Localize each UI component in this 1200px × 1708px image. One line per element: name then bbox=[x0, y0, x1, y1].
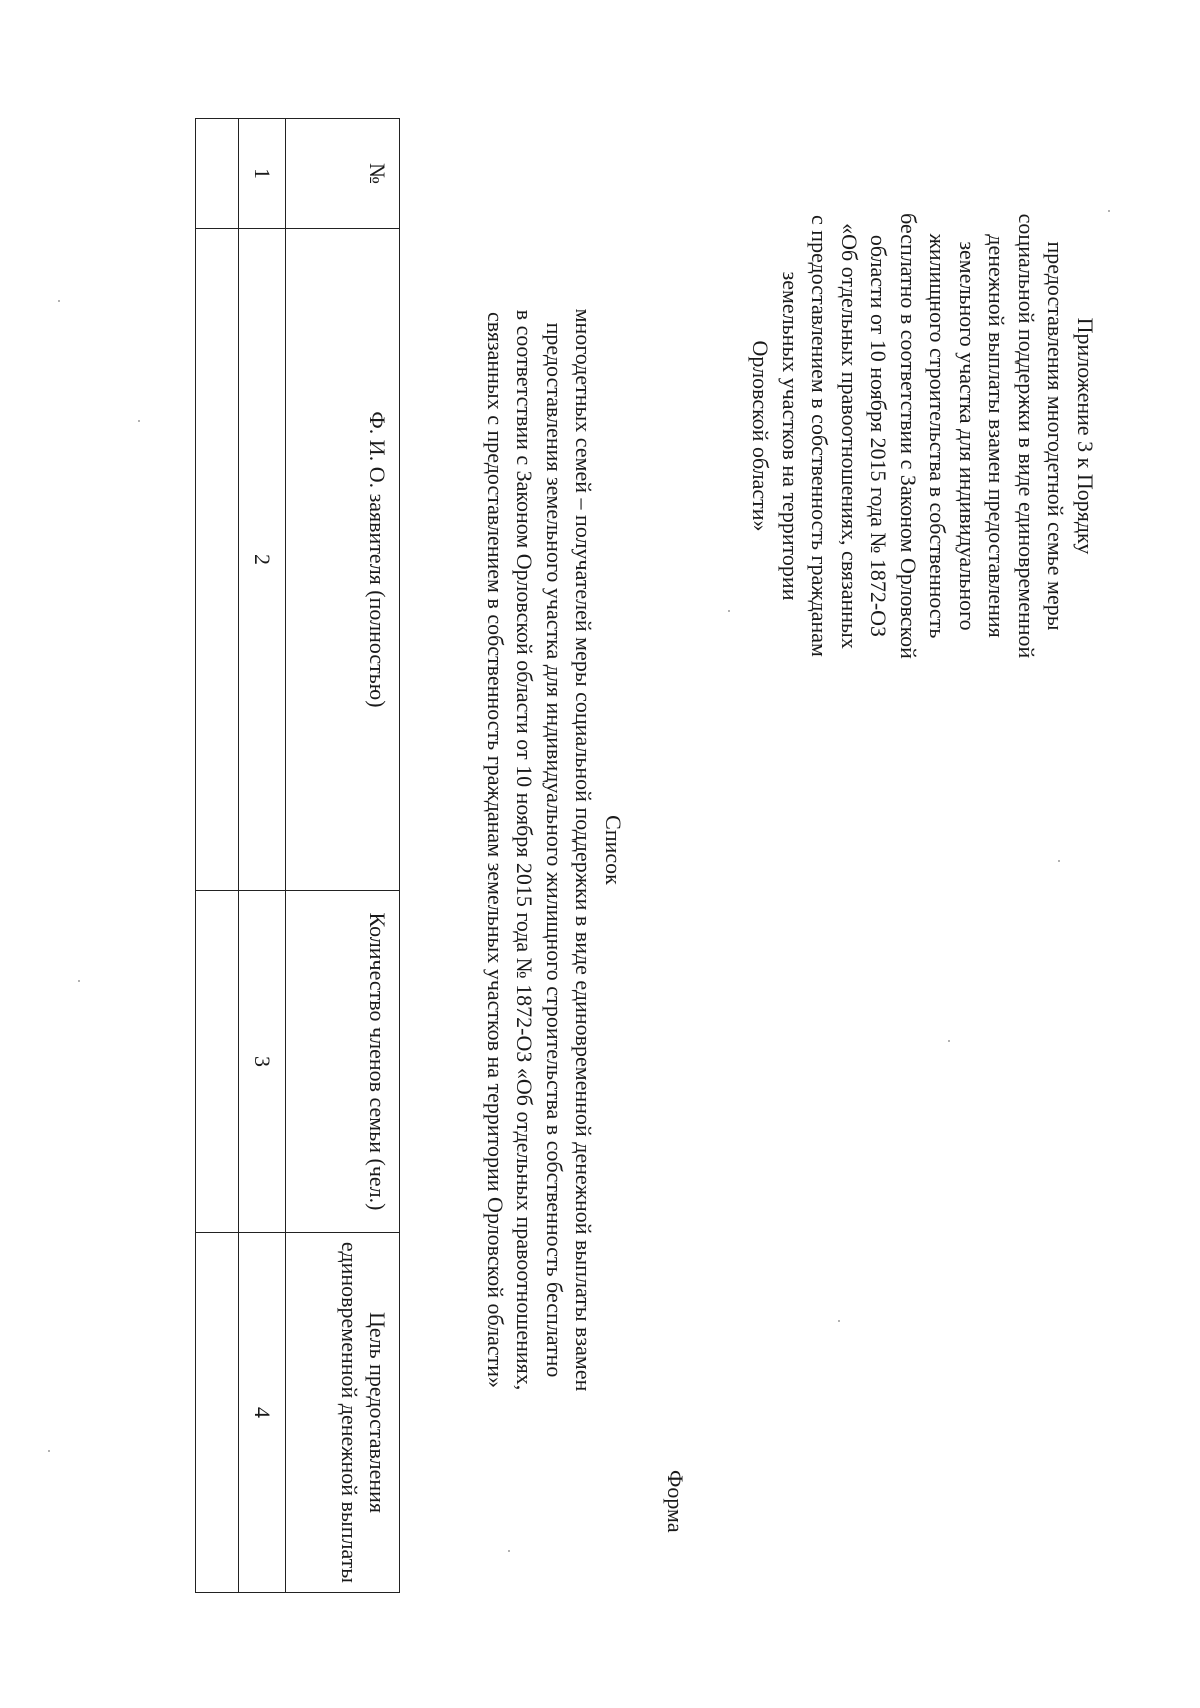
scan-speck bbox=[78, 980, 80, 982]
column-number-cell: 2 bbox=[239, 229, 286, 891]
column-number-cell: 1 bbox=[239, 119, 286, 229]
table-cell bbox=[196, 1233, 239, 1593]
list-title-line: в соответствии с Законом Орловской области от 10 ноября 2015 года № 1872-ОЗ «Об отдельных правоотношениях, bbox=[512, 309, 538, 1391]
scan-speck bbox=[1058, 860, 1060, 862]
list-title-line: предоставления земельного участка для индивидуального жилищного строительства в собственность бесплатно bbox=[542, 322, 567, 1378]
list-heading: Список bbox=[601, 815, 626, 885]
table-header-row bbox=[286, 119, 400, 1593]
form-label: Форма bbox=[663, 1470, 688, 1533]
table-cell bbox=[196, 891, 239, 1233]
appendix-line: Приложение 3 к Порядку bbox=[1073, 317, 1098, 555]
appendix-line: социальной поддержки в виде единовременной bbox=[1014, 213, 1039, 659]
list-title-line: связанных с предоставлением в собственность гражданам земельных участков на территории Орловской области» bbox=[483, 311, 508, 1389]
scan-speck bbox=[58, 300, 60, 302]
appendix-line: области от 10 ноября 2015 года № 1872-ОЗ bbox=[866, 234, 892, 638]
list-title bbox=[481, 120, 629, 1580]
list-title-line: многодетных семей – получателей меры социальной поддержки в виде единовременной денежной выплаты взамен bbox=[571, 308, 597, 1392]
scan-speck bbox=[838, 1320, 840, 1322]
appendix-line: земельного участка для индивидуального bbox=[955, 241, 980, 631]
families-table bbox=[195, 118, 400, 1593]
header-payment-purpose: Цель предоставления единовременной денежной выплаты bbox=[286, 1233, 400, 1593]
table-numbering-row bbox=[239, 119, 286, 1593]
appendix-line: Орловской области» bbox=[748, 340, 774, 532]
appendix-line: бесплатно в соответствии с Законом Орловской bbox=[896, 213, 921, 659]
scan-speck bbox=[48, 1450, 50, 1452]
scan-speck bbox=[948, 1040, 950, 1042]
appendix-line: «Об отдельных правоотношениях, связанных bbox=[837, 223, 862, 649]
table-row bbox=[196, 119, 239, 1593]
scan-speck bbox=[728, 610, 730, 612]
table-cell bbox=[196, 229, 239, 891]
header-family-members: Количество членов семьи (чел.) bbox=[286, 891, 400, 1233]
scan-speck bbox=[1108, 210, 1110, 212]
appendix-line: земельных участков на территории bbox=[778, 271, 803, 601]
scan-speck bbox=[508, 1550, 510, 1552]
appendix-line: с предоставлением в собственность гражданам bbox=[807, 215, 833, 657]
column-number-cell: 3 bbox=[239, 891, 286, 1233]
header-number: № bbox=[286, 119, 400, 229]
appendix-line: денежной выплаты взамен предоставления bbox=[984, 234, 1010, 638]
appendix-line: предоставления многодетной семье меры bbox=[1043, 241, 1069, 631]
scan-speck bbox=[138, 420, 140, 422]
appendix-header bbox=[746, 126, 1100, 746]
column-number-cell: 4 bbox=[239, 1233, 286, 1593]
header-applicant-name: Ф. И. О. заявителя (полностью) bbox=[286, 229, 400, 891]
appendix-line: жилищного строительства в собственность bbox=[925, 233, 951, 639]
table-cell bbox=[196, 119, 239, 229]
